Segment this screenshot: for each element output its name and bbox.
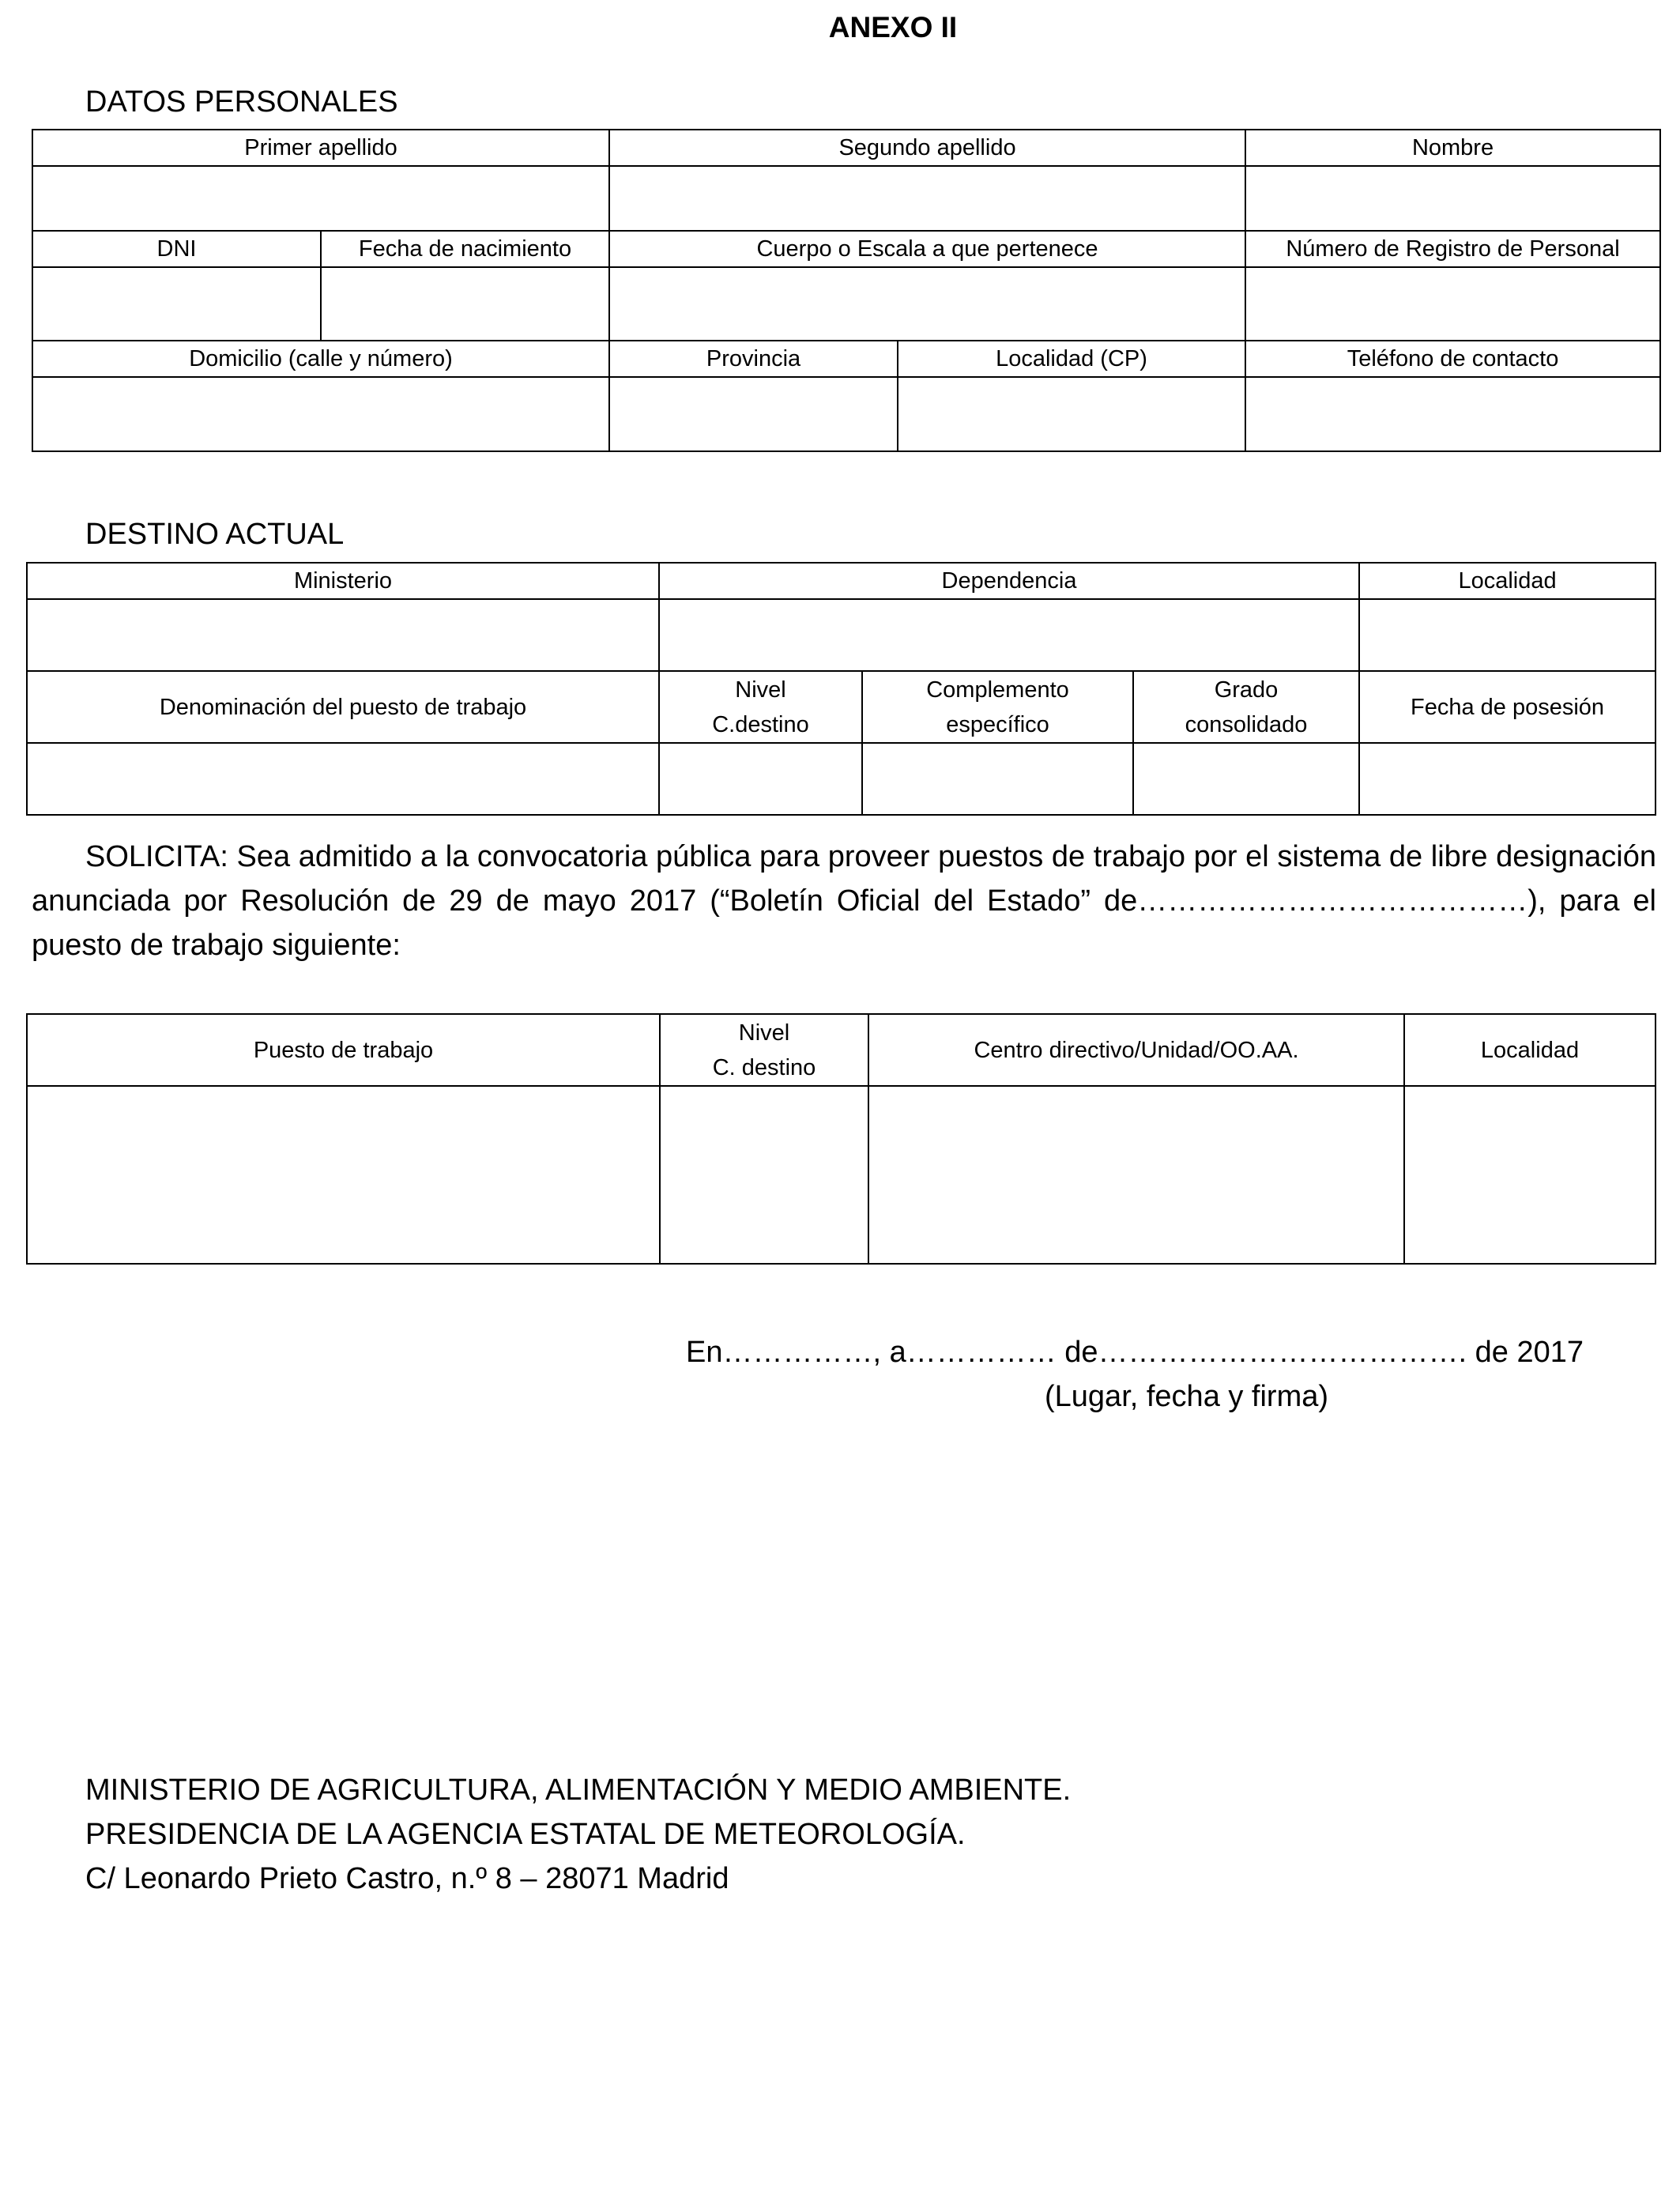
address-line-ministerio: MINISTERIO DE AGRICULTURA, ALIMENTACIÓN Y MEDIO AMBIENTE. — [85, 1774, 1072, 1807]
solicita-paragraph: SOLICITA: Sea admitido a la convocatoria pública para proveer puestos de trabajo por el sistema de libre designación anunciada por Resolución de 29 de mayo 2017 (“Boletín Oficial del Estado” de…………………………………), para el puesto de trabajo siguiente: — [32, 840, 1656, 962]
label-fecha-nacimiento: Fecha de nacimiento — [321, 231, 609, 267]
field-nivel-destino[interactable] — [659, 743, 862, 815]
section-heading-destino-actual: DESTINO ACTUAL — [85, 518, 345, 551]
label-numero-registro: Número de Registro de Personal — [1245, 231, 1660, 267]
field-cuerpo-escala[interactable] — [609, 267, 1245, 341]
field-domicilio[interactable] — [32, 377, 609, 451]
label-dependencia: Dependencia — [659, 563, 1359, 599]
label-segundo-apellido: Segundo apellido — [609, 130, 1245, 166]
label-denominacion-puesto: Denominación del puesto de trabajo — [27, 671, 659, 743]
label-dni: DNI — [32, 231, 321, 267]
document-title: ANEXO II — [828, 11, 958, 43]
field-segundo-apellido[interactable] — [609, 166, 1245, 231]
signature-line: En……………, a…………… de………………………………. de 2017 — [686, 1336, 1584, 1369]
field-denominacion-puesto[interactable] — [27, 743, 659, 815]
label-grado-line1: Grado — [1214, 677, 1279, 703]
label-telefono: Teléfono de contacto — [1245, 341, 1660, 377]
field-dependencia[interactable] — [659, 599, 1359, 671]
field-localidad[interactable] — [1359, 599, 1656, 671]
label-nivel-line2: C.destino — [712, 711, 809, 737]
field-puesto-trabajo[interactable] — [27, 1086, 660, 1264]
label-centro-directivo: Centro directivo/Unidad/OO.AA. — [868, 1014, 1404, 1086]
address-line-street: C/ Leonardo Prieto Castro, n.º 8 – 28071 Madrid — [85, 1862, 729, 1895]
field-ministerio[interactable] — [27, 599, 659, 671]
label-grado-consolidado — [1133, 671, 1359, 743]
field-dni[interactable] — [32, 267, 321, 341]
field-nombre[interactable] — [1245, 166, 1660, 231]
label-grado-line2: consolidado — [1185, 711, 1308, 737]
signature-note: (Lugar, fecha y firma) — [1045, 1380, 1329, 1413]
field-localidad-puesto[interactable] — [1404, 1086, 1656, 1264]
field-primer-apellido[interactable] — [32, 166, 609, 231]
label-complemento-especifico — [862, 671, 1133, 743]
field-localidad-cp[interactable] — [898, 377, 1245, 451]
field-telefono[interactable] — [1245, 377, 1660, 451]
field-fecha-posesion[interactable] — [1359, 743, 1656, 815]
label-nivel-c-destino — [660, 1014, 868, 1086]
destino-actual-table — [26, 562, 1656, 816]
label-puesto-trabajo: Puesto de trabajo — [27, 1014, 660, 1086]
field-provincia[interactable] — [609, 377, 898, 451]
field-numero-registro[interactable] — [1245, 267, 1660, 341]
label-complemento-line1: Complemento — [926, 677, 1069, 703]
label-nivel-destino — [659, 671, 862, 743]
label-localidad-cp: Localidad (CP) — [898, 341, 1245, 377]
address-line-presidencia: PRESIDENCIA DE LA AGENCIA ESTATAL DE METEOROLOGÍA. — [85, 1818, 966, 1851]
label-provincia: Provincia — [609, 341, 898, 377]
label-localidad-puesto: Localidad — [1404, 1014, 1656, 1086]
field-fecha-nacimiento[interactable] — [321, 267, 609, 341]
label-nombre: Nombre — [1245, 130, 1660, 166]
label-fecha-posesion: Fecha de posesión — [1359, 671, 1656, 743]
label-cuerpo-escala: Cuerpo o Escala a que pertenece — [609, 231, 1245, 267]
field-centro-directivo[interactable] — [868, 1086, 1404, 1264]
label-primer-apellido: Primer apellido — [32, 130, 609, 166]
label-complemento-line2: específico — [946, 711, 1049, 737]
section-heading-datos-personales: DATOS PERSONALES — [85, 85, 398, 119]
label-domicilio: Domicilio (calle y número) — [32, 341, 609, 377]
label-nivel-c-line1: Nivel — [738, 1020, 790, 1046]
address-block — [85, 1768, 1071, 1901]
label-nivel-line1: Nivel — [735, 677, 786, 703]
label-ministerio: Ministerio — [27, 563, 659, 599]
field-nivel-c-destino[interactable] — [660, 1086, 868, 1264]
label-nivel-c-line2: C. destino — [712, 1054, 816, 1080]
label-localidad: Localidad — [1359, 563, 1656, 599]
datos-personales-table — [32, 129, 1661, 452]
field-complemento-especifico[interactable] — [862, 743, 1133, 815]
field-grado-consolidado[interactable] — [1133, 743, 1359, 815]
puesto-solicitado-table — [26, 1013, 1656, 1265]
